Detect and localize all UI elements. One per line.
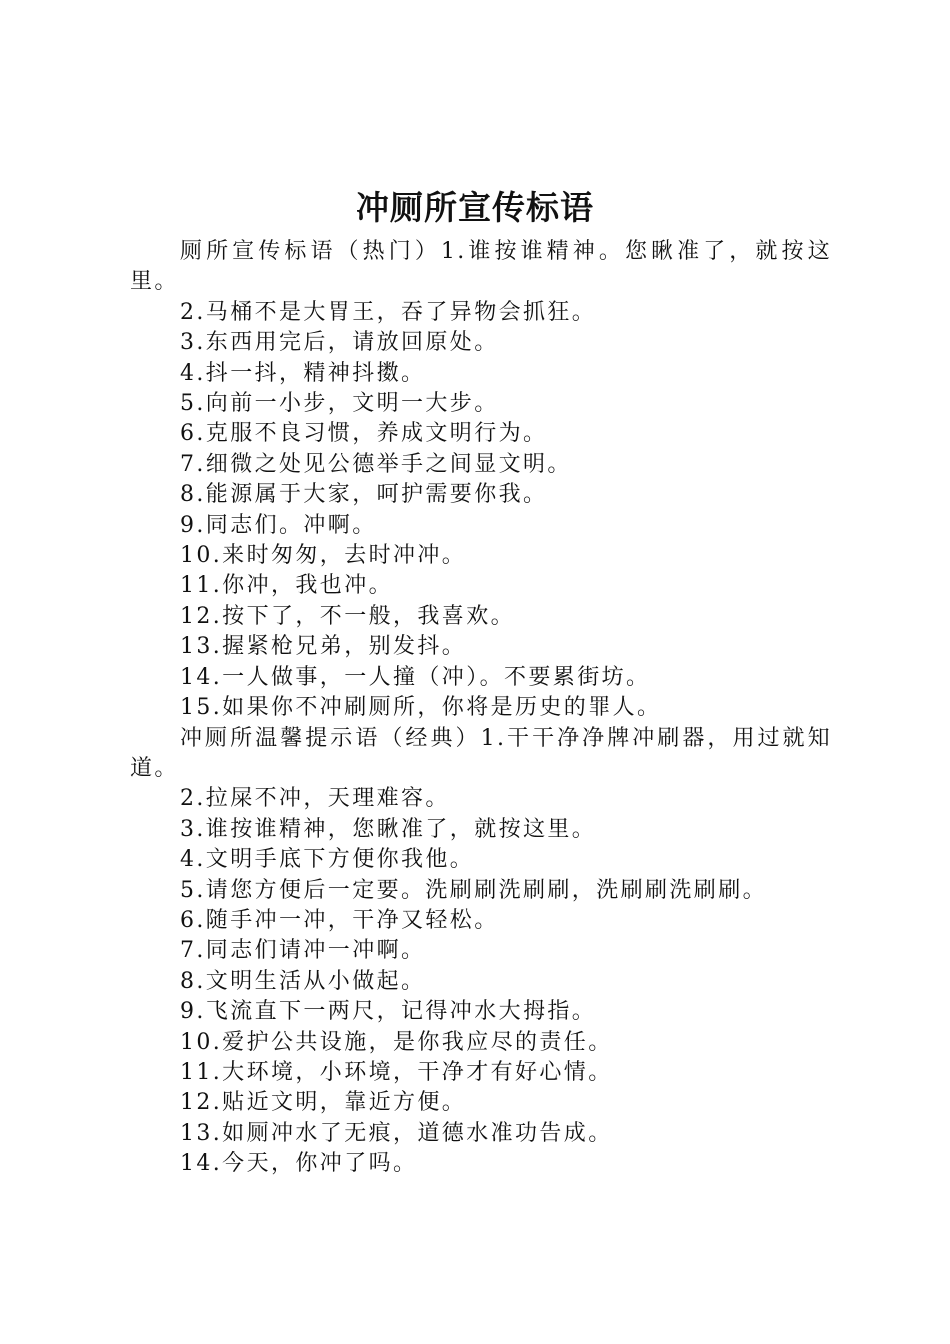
paragraph: 5.向前一小步，文明一大步。	[180, 391, 499, 417]
paragraph: 13.握紧枪兄弟，别发抖。	[180, 634, 467, 660]
paragraph: 6.随手冲一冲，干净又轻松。	[180, 907, 499, 933]
paragraph: 14.一人做事，一人撞（冲）。不要累街坊。	[180, 664, 651, 690]
paragraph: 厕所宣传标语（热门）1.谁按谁精神。您瞅准了，就按这里。	[130, 239, 832, 295]
paragraph: 7.细微之处见公德举手之间显文明。	[180, 451, 572, 477]
paragraph: 6.克服不良习惯，养成文明行为。	[180, 421, 548, 447]
paragraph: 4.抖一抖，精神抖擞。	[180, 360, 426, 386]
paragraph: 2.马桶不是大胃王，吞了异物会抓狂。	[180, 299, 597, 325]
document-title: 冲厕所宣传标语	[356, 188, 594, 227]
paragraph: 冲厕所温馨提示语（经典）1.干干净净牌冲刷器，用过就知道。	[130, 725, 832, 781]
paragraph: 2.拉屎不冲，天理难容。	[180, 786, 450, 812]
paragraph: 13.如厕冲水了无痕，道德水准功告成。	[180, 1120, 613, 1146]
paragraph: 14.今天，你冲了吗。	[180, 1151, 418, 1177]
paragraph: 11.大环境，小环境，干净才有好心情。	[180, 1059, 613, 1085]
document-body	[130, 237, 832, 1180]
paragraph: 10.来时匆匆，去时冲冲。	[180, 543, 467, 569]
paragraph: 10.爱护公共设施，是你我应尽的责任。	[180, 1029, 613, 1055]
paragraph: 15.如果你不冲刷厕所，你将是历史的罪人。	[180, 695, 662, 721]
paragraph: 3.东西用完后，请放回原处。	[180, 330, 499, 356]
paragraph: 12.贴近文明，靠近方便。	[180, 1090, 467, 1116]
paragraph: 3.谁按谁精神，您瞅准了，就按这里。	[180, 816, 597, 842]
paragraph: 7.同志们请冲一冲啊。	[180, 938, 426, 964]
paragraph: 8.文明生活从小做起。	[180, 968, 426, 994]
paragraph: 9.飞流直下一两尺，记得冲水大拇指。	[180, 999, 597, 1025]
paragraph: 4.文明手底下方便你我他。	[180, 847, 475, 873]
paragraph: 5.请您方便后一定要。洗刷刷洗刷刷，洗刷刷洗刷刷。	[180, 877, 767, 903]
paragraph: 9.同志们。冲啊。	[180, 512, 377, 538]
paragraph: 11.你冲，我也冲。	[180, 573, 393, 599]
paragraph: 12.按下了，不一般，我喜欢。	[180, 603, 515, 629]
paragraph: 8.能源属于大家，呵护需要你我。	[180, 482, 548, 508]
